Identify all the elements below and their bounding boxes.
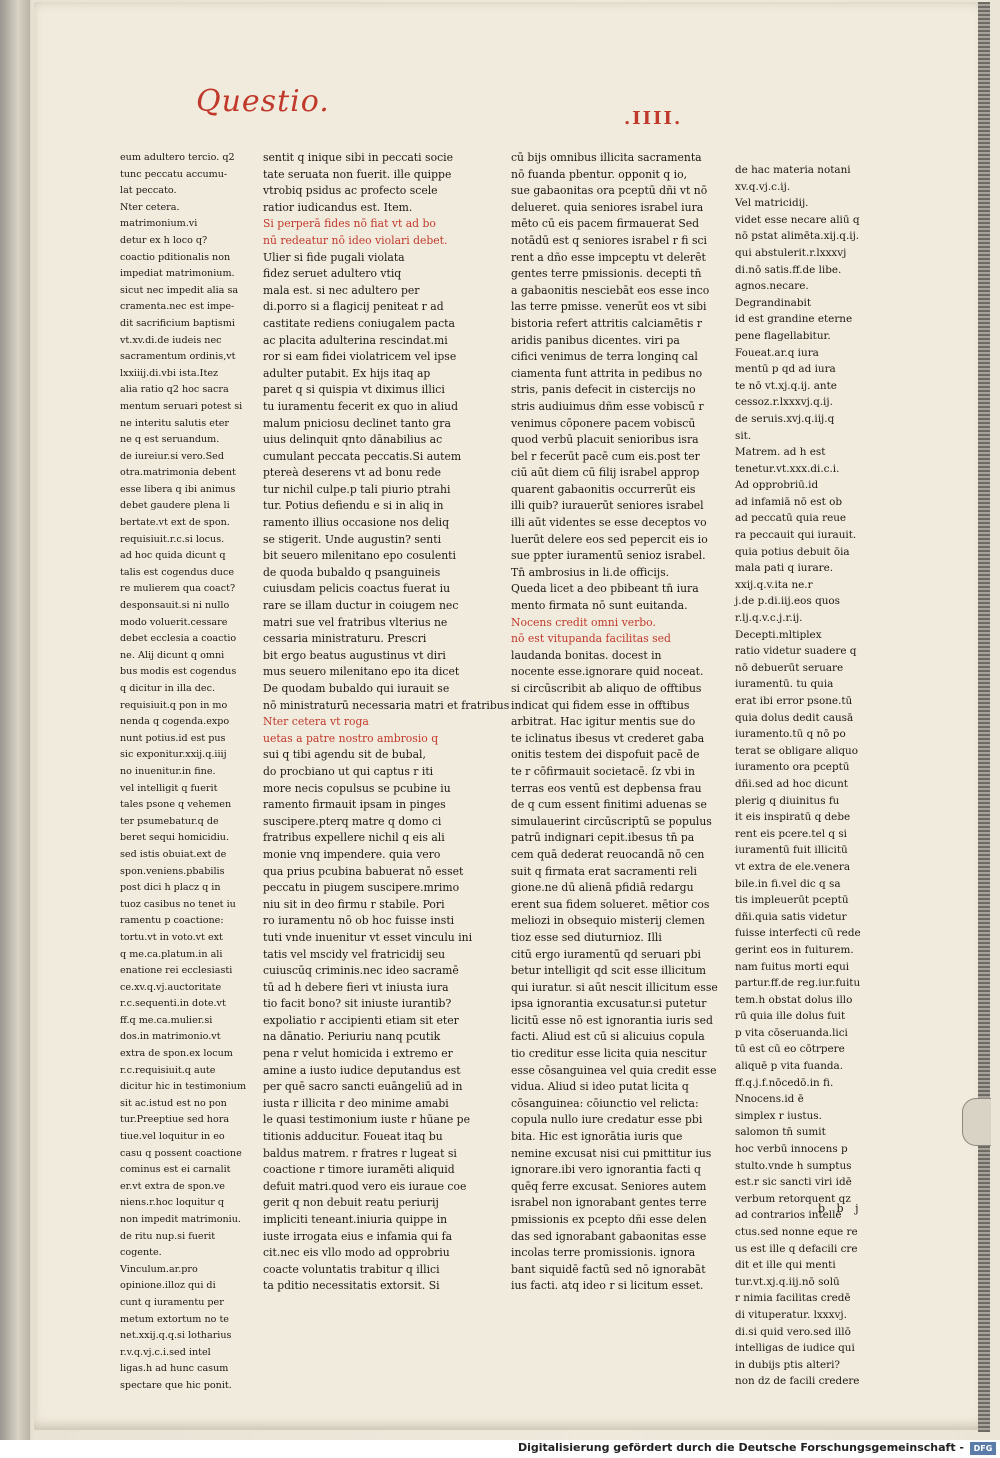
col2-line: cumulant peccata peccatis.Si autem	[263, 449, 462, 463]
col3-line: quod verbū placuit senioribus isra	[511, 433, 699, 447]
col4-line: aliquē p vita fuanda.	[735, 1060, 844, 1073]
col4-line: r nimia facilitas credē	[735, 1292, 851, 1305]
col3-line: simulauerint circūscriptū se populus	[511, 814, 712, 828]
col3-line: te r cōfirmauit societacē. ſz vbi in	[511, 764, 695, 778]
col2-line: bit seuero milenitano epo cosulenti	[263, 549, 456, 563]
col2-line: iuste irrogata eius e infamia qui fa	[263, 1229, 453, 1243]
col3-line: citū ergo iuramentū qd seruari pbi	[511, 947, 701, 961]
col1-line: cominus est ei carnalit	[120, 1164, 231, 1176]
col3-line: delueret. quia seniores israbel iura	[511, 200, 704, 214]
col4-line: stulto.vnde h sumptus	[735, 1159, 852, 1172]
col2-line: mus seuero milenitano epo ita dicet	[263, 665, 460, 679]
col2-line: tuti vnde inuenitur vt esset vinculu ini	[263, 930, 473, 944]
col4-line: di vituperatur. lxxxvj.	[735, 1308, 847, 1321]
col2-line: de quoda bubaldo q psanguineis	[263, 565, 441, 579]
col2-line: cuiuscūq criminis.nec ideo sacramē	[263, 964, 459, 978]
running-head-right: .IIII.	[624, 108, 683, 129]
dfg-logo: DFG	[970, 1442, 996, 1455]
col3-line: luerūt delere eos sed pepercit eis io	[511, 532, 708, 546]
col3-line: sue gabaonitas ora pceptū dñi vt nō	[511, 184, 708, 198]
col1-line: otra.matrimonia debent	[120, 467, 236, 479]
col1-line: ad hoc quida dicunt q	[120, 550, 226, 562]
col4-line: Degrandinabit	[735, 296, 811, 309]
col1-line: net.xxij.q.q.si lotharius	[120, 1330, 232, 1342]
col2-line: amine a iusto iudice deputandus est	[263, 1063, 461, 1077]
col2-line: baldus matrem. r fratres r lugeat si	[263, 1146, 457, 1160]
col2-line: monie vnq impendere. quia vero	[263, 847, 441, 861]
column-1	[120, 150, 248, 1395]
col1-line: tales psone q vehemen	[120, 799, 232, 811]
col2-line: bit ergo beatus augustinus vt diri	[263, 648, 446, 662]
col1-line: sit ac.istud est no pon	[120, 1097, 227, 1109]
col3-line: cifici venimus de terra longinq cal	[511, 350, 698, 364]
col2-line: nō ministraturū necessaria matri et fratribus	[263, 698, 510, 712]
col3-line: rent a dño esse impceptu vt delerēt	[511, 250, 706, 264]
col1-line: spectare que hic ponit.	[120, 1379, 232, 1391]
col3-line: bita. Hic est ignorātia iuris que	[511, 1130, 683, 1144]
col2-line: tū ad h debere fieri vt iniusta iura	[263, 980, 449, 994]
col4-line: Nnocens.id ē	[735, 1093, 804, 1106]
col4-line: videt esse necare aliū q	[735, 213, 860, 226]
col2-line: coactione r timore iuramēti aliquid	[263, 1163, 455, 1177]
col2-line: cuiusdam pelicis coactus fuerat iu	[263, 582, 451, 596]
col4-line: gerint eos in fuiturem.	[735, 943, 854, 956]
col4-line: verbum retorquent qz	[735, 1192, 851, 1205]
col4-line: us est ille q defacili cre	[735, 1242, 858, 1255]
col1-line: er.vt extra de spon.ve	[120, 1180, 225, 1192]
col2-line: tur nichil culpe.p tali piurio ptrahi	[263, 482, 451, 496]
col4-line: nō debuerūt seruare	[735, 661, 844, 674]
col1-line: cogente.	[120, 1247, 162, 1259]
col1-line: ter psumebatur.q de	[120, 815, 219, 827]
col1-line: ce.xv.q.vj.auctoritate	[120, 981, 222, 993]
col2-line: rare se illam ductur in coiugem nec	[263, 599, 459, 613]
col3-line: licitū esse nō est ignorantia iuris sed	[511, 1013, 713, 1027]
col1-line: matrimonium.vi	[120, 218, 198, 230]
footer-bar	[0, 1440, 1000, 1458]
col4-line: est.r sic sancti viri idē	[735, 1176, 852, 1189]
col1-line: ne interitu salutis eter	[120, 417, 230, 429]
col3-line: laudanda bonitas. docest in	[511, 648, 662, 662]
col4-line: ad peccatū quia reue	[735, 512, 847, 525]
col1-line: tuoz casibus no tenet iu	[120, 898, 236, 910]
col3-line: erent sua fidem solueret. mētior cos	[511, 897, 710, 911]
col3-line: israbel non ignorabant gentes terre	[511, 1196, 707, 1210]
col1-line: niens.r.hoc loquitur q	[120, 1197, 225, 1209]
col1-line: alia ratio q2 hoc sacra	[120, 384, 229, 396]
col2-line: fratribus expellere nichil q eis ali	[263, 831, 445, 845]
col1-line: debet ecclesia a coactio	[120, 633, 237, 645]
col1-line: re mulierem qua coact?	[120, 583, 236, 595]
col1-line: nunt potius.id est pus	[120, 732, 226, 744]
footer-credit: Digitalisierung gefördert durch die Deutsche Forschungsgemeinschaft -	[517, 1441, 964, 1454]
col1-line: vt.xv.di.de iudeis nec	[120, 334, 222, 346]
col4-line: quia potius debuit ōia	[735, 545, 850, 558]
col4-line: in dubijs ptis alteri?	[735, 1358, 840, 1371]
col4-line: erat ibi error psone.tū	[735, 695, 853, 707]
col2-line: coacte voluntatis trabitur q illici	[263, 1262, 440, 1276]
col2-line: niu sit in deo firmu r stabile. Pori	[263, 897, 445, 911]
col3-line: nō est vitupanda facilitas sed	[511, 632, 671, 646]
col3-line: qui iuratur. si aūt nescit illicitum esse	[511, 980, 718, 994]
col4-line: de hac materia notani	[735, 164, 851, 176]
col2-line: ratior iudicandus est. Item.	[263, 200, 413, 214]
col3-line: nocente esse.ignorare quid noceat.	[511, 665, 704, 679]
col1-line: debet gaudere plena li	[120, 500, 230, 512]
col4-line: tem.h obstat dolus illo	[735, 993, 853, 1006]
col4-line: iuramentū fuit illicitū	[735, 844, 848, 857]
col2-line: di.porro si a flagicij peniteat r ad	[263, 300, 444, 314]
running-head-left: Questio.	[196, 84, 330, 119]
col2-line: mala est. si nec adultero per	[263, 283, 420, 297]
col3-line: stris audiuimus dñm esse vobiscū r	[511, 399, 704, 413]
col1-line: tunc peccatu accumu-	[120, 168, 228, 180]
col1-line: ramentu p coactione:	[120, 915, 224, 927]
col1-line: lat peccato.	[120, 185, 177, 197]
col4-line: iuramento ora pceptū	[735, 761, 850, 774]
col2-line: fidez seruet adultero vtiq	[263, 267, 402, 281]
col4-line: tis impleuerūt pceptū	[735, 894, 849, 907]
page-stack-edge	[978, 2, 990, 1432]
col1-line: extra de spon.ex locum	[120, 1048, 233, 1060]
col4-line: r.lj.q.v.c.j.r.ij.	[735, 612, 803, 625]
col1-line: requisiuit.r.c.si locus.	[120, 533, 225, 545]
col3-line: sue ppter iuramentū senioz israbel.	[511, 549, 706, 563]
col3-line: cōsanguinea: cōiunctio vel relicta:	[511, 1096, 699, 1110]
col3-line: facti. Aliud est cū si alicuius copula	[511, 1030, 705, 1044]
col4-line: ra peccauit qui iurauit.	[735, 529, 857, 542]
col4-line: ratio videtur suadere q	[735, 645, 857, 658]
col4-line: de seruis.xvj.q.iij.q	[735, 412, 835, 425]
col3-line: ius facti. atq ideo r si licitum esset.	[511, 1279, 704, 1293]
col2-line: nū redeatur nō ideo violari debet.	[263, 233, 448, 247]
col2-line: Nter cetera vt roga	[263, 715, 369, 729]
col1-line: r.c.sequenti.in dote.vt	[120, 998, 226, 1010]
col2-line: more necis copulsus se pcubine iu	[263, 781, 451, 795]
col2-line: se stigerit. Unde augustin? senti	[263, 532, 442, 546]
col4-line: tenetur.vt.xxx.di.c.i.	[735, 462, 840, 475]
col1-line: ne q est seruandum.	[120, 434, 220, 446]
col4-line: nam fuitus morti equi	[735, 960, 850, 973]
col3-line: incolas terre promissionis. ignora	[511, 1246, 696, 1260]
col4-line: plerig q diuinitus fu	[735, 794, 840, 807]
col4-line: mala pati q iurare.	[735, 562, 834, 575]
col1-line: de ritu nup.si fuerit	[120, 1230, 216, 1242]
col1-line: talis est cogendus duce	[120, 566, 235, 578]
col4-line: salomon tn̄ sumit	[735, 1126, 826, 1139]
col1-line: sed istis obuiat.ext de	[120, 848, 227, 860]
col2-line: matri sue vel fratribus vlterius ne	[263, 615, 448, 629]
col4-line: Vel matricidij.	[735, 197, 809, 210]
signature-mark: b b j	[818, 1202, 863, 1215]
col3-line: suit q firmata erat sacramenti reli	[511, 864, 697, 878]
col3-line: nō fuanda pbentur. opponit q io,	[511, 167, 688, 181]
col3-line: venimus cōponere pacem vobiscū	[511, 416, 696, 430]
col2-line: castitate rediens coniugalem pacta	[263, 316, 455, 330]
col4-line: xv.q.vj.c.ij.	[735, 180, 791, 193]
col4-line: dit et ille qui menti	[735, 1259, 836, 1272]
col1-line: opinione.illoz qui di	[120, 1280, 216, 1292]
col4-line: intelligas de iudice qui	[735, 1342, 855, 1355]
col4-line: Matrem. ad h est	[735, 446, 826, 459]
col4-line: fuisse interfecti cū rede	[735, 927, 861, 940]
col3-line: meliozi in obsequio misterij clemen	[511, 914, 705, 928]
col1-line: spon.veniens.pbabilis	[120, 865, 225, 877]
col1-line: mentum seruari potest si	[120, 400, 243, 412]
col4-line: bile.in fi.vel dic q sa	[735, 877, 841, 890]
col2-line: tate seruata non fuerit. ille quippe	[263, 167, 452, 181]
col1-line: r.v.q.vj.c.i.sed intel	[120, 1346, 211, 1358]
col3-line: ignorare.ibi vero ignorantia facti q	[511, 1163, 701, 1177]
col1-line: sic exponitur.xxij.q.iiij	[120, 749, 227, 761]
col2-line: do procbiano ut qui captus r iti	[263, 764, 434, 778]
col2-line: tio facit bono? sit iniuste iurantib?	[263, 997, 452, 1011]
col3-line: de q cum essent finitimi aduenas se	[511, 798, 707, 812]
col1-line: impediat matrimonium.	[120, 268, 235, 280]
col4-line: non dz de facili credere	[735, 1375, 860, 1388]
col4-line: sit.	[735, 429, 752, 442]
col3-line: Tn̄ ambrosius in li.de officijs.	[511, 565, 670, 579]
col1-line: no inuenitur.in fine.	[120, 765, 216, 777]
col1-line: q dicitur in illa dec.	[120, 683, 216, 694]
col3-line: indicat qui fidem esse in offtibus	[511, 698, 690, 712]
col2-line: uius delinquit qnto dānabilius ac	[263, 433, 443, 447]
col4-line: di.nō satis.ff.de libe.	[735, 263, 842, 276]
col2-line: gerit q non debuit reatu periurij	[263, 1196, 439, 1210]
col3-line: vidua. Aliud si ideo putat licita q	[511, 1080, 689, 1094]
col4-line: ad infamiā nō est ob	[735, 495, 842, 508]
col1-line: requisiuit.q pon in mo	[120, 699, 228, 711]
col3-line: gentes terre pmissionis. decepti tn̄	[511, 267, 702, 281]
col4-line: tū est cū eo cōtrpere	[735, 1043, 845, 1056]
col4-line: vt extra de ele.venera	[735, 860, 851, 873]
col4-line: ctus.sed nonne eque re	[735, 1226, 858, 1238]
col4-line: iuramento.tū q nō po	[735, 728, 846, 741]
col4-line: Foueat.ar.q iura	[735, 346, 819, 359]
col2-line: qua prius pcubina babuerat nō esset	[263, 864, 464, 878]
col2-line: le quasi testimonium iuste r hūane pe	[263, 1113, 470, 1127]
col4-line: quia dolus dedit causā	[735, 711, 854, 724]
col1-line: tortu.vt in voto.vt ext	[120, 931, 223, 943]
col1-line: bertate.vt ext de spon.	[120, 517, 230, 529]
col3-line: las terre pmisse. venerūt eos vt sibi	[511, 300, 707, 314]
col1-line: bus modis est cogendus	[120, 666, 237, 678]
col4-line: agnos.necare.	[735, 280, 809, 293]
col1-line: ne. Alij dicunt q omni	[120, 649, 225, 661]
col2-line: ro iuramentu nō ob hoc fuisse insti	[263, 914, 455, 928]
col3-line: betur intelligit qd scit esse illicitum	[511, 964, 707, 978]
col4-line: rū quia ille dolus fuit	[735, 1010, 846, 1023]
col3-line: terras eos ventū est depbensa frau	[511, 781, 702, 795]
col4-line: rent eis pcere.tel q si	[735, 827, 847, 840]
col3-line: illi quib? iurauerūt seniores israbel	[511, 499, 704, 513]
page-tab	[962, 1098, 991, 1146]
col1-line: cramenta.nec est impe-	[120, 301, 235, 313]
col2-line: peccatu in piugem suscipere.mrimo	[263, 881, 460, 895]
col2-line: ta pditio necessitatis extorsit. Si	[263, 1279, 440, 1293]
col1-line: tur.Preeptiue sed hora	[120, 1114, 230, 1126]
col3-line: mento firmata nō sunt euitanda.	[511, 599, 688, 613]
facing-page-edge	[0, 0, 30, 1440]
col3-line: mēto cū eis pacem firmauerat Sed	[511, 217, 700, 231]
col1-line: dicitur hic in testimonium	[120, 1081, 247, 1093]
col1-line: sicut nec impedit alia sa	[120, 284, 239, 296]
col4-line: simplex r iustus.	[735, 1109, 822, 1122]
col2-line: Si perperā fides nō fiat vt ad bo	[263, 217, 436, 231]
col2-line: sui q tibi agendu sit de bubal,	[263, 748, 426, 762]
col4-line: j.de p.di.iij.eos quos	[735, 595, 841, 608]
col2-line: sentit q inique sibi in peccati socie	[263, 151, 453, 164]
col1-line: Nter cetera.	[120, 201, 180, 213]
col4-line: partur.ff.de reg.iur.fuitu	[735, 977, 861, 990]
col4-line: xxij.q.v.ita ne.r	[735, 578, 813, 591]
col1-line: casu q possent coactione	[120, 1147, 242, 1159]
col4-line: hoc verbū innocens p	[735, 1143, 848, 1156]
col2-line: iusta r illicita r deo minime amabi	[263, 1096, 449, 1110]
col2-line: vtrobiq psidus ac profecto scele	[263, 184, 438, 198]
col4-line: it eis inspiratū q debe	[735, 811, 851, 824]
col1-line: modo voluerit.cessare	[120, 616, 228, 628]
col3-line: tioz esse sed diuturnioz. Illi	[511, 930, 662, 944]
col2-line: suscipere.pterq matre q domo ci	[263, 814, 442, 828]
col3-line: tio creditur esse licita quia nescitur	[511, 1047, 707, 1061]
col3-line: gione.ne dū alienā pfidiā redargu	[511, 881, 694, 895]
col1-line: metum extortum no te	[120, 1313, 229, 1325]
col4-line: p vita cōseruanda.lici	[735, 1026, 848, 1039]
col3-line: notādū est q seniores israbel r fi sci	[511, 233, 707, 247]
col1-line: desponsauit.si ni nullo	[120, 600, 230, 612]
col2-line: na dānatio. Periuriu nanq pcutik	[263, 1030, 441, 1044]
col3-line: stris, panis defecit in cistercijs no	[511, 383, 696, 397]
col2-line: ac placita adulterina rescindat.mi	[263, 333, 448, 347]
col2-line: impliciti teneant.iniuria quippe in	[263, 1213, 448, 1226]
col2-line: paret q si quispia vt diximus illici	[263, 383, 445, 397]
col3-line: quēq ferre excusat. Seniores autem	[511, 1179, 707, 1193]
col1-line: ligas.h ad hunc casum	[120, 1363, 229, 1375]
col4-line: terat se obligare aliquo	[735, 744, 859, 757]
col2-line: tu iuramentu fecerit ex quo in aliud	[263, 399, 458, 413]
col1-line: coactio pditionalis non	[120, 251, 231, 263]
col1-line: ff.q me.ca.mulier.si	[120, 1014, 213, 1026]
col1-line: nenda q cogenda.expo	[120, 716, 230, 728]
col1-line: enatione rei ecclesiasti	[120, 965, 233, 977]
col1-line: lxxiiij.di.vbi ista.Itez	[120, 367, 219, 379]
col2-line: ror si eam fidei violatricem vel ipse	[263, 350, 457, 364]
col3-line: Nocens credit omni verbo.	[511, 615, 656, 629]
col3-line: illi aūt videntes se esse deceptos vo	[511, 516, 707, 530]
col4-line: dñi.sed ad hoc dicunt	[735, 777, 848, 790]
col1-line: post dici h placz q in	[120, 882, 221, 894]
col3-line: onitis testem dei dispofuit pacē de	[511, 748, 700, 762]
col1-line: eum adultero tercio. q2	[120, 152, 235, 163]
col2-line: cessaria ministraturu. Prescri	[263, 632, 427, 646]
column-2	[263, 150, 510, 1295]
col3-line: te iclinatus ibesus vt crederet gaba	[511, 731, 705, 745]
col4-line: ff.q.j.f.nōcedō.in fi.	[735, 1076, 834, 1089]
col3-line: esse cōsanguinea vel quia credit esse	[511, 1063, 717, 1077]
col4-line: Ad opprobriū.id	[735, 479, 819, 492]
col4-line: Decepti.mltiplex	[735, 628, 822, 641]
col1-line: de iureiur.si vero.Sed	[120, 450, 224, 462]
col3-line: aridis panibus dicentes. viri pa	[511, 333, 680, 347]
col3-line: nemine excusat nisi cui pmittitur ius	[511, 1146, 712, 1160]
col2-line: ptereà deserens vt ad bonu rede	[263, 466, 442, 480]
col3-line: ciamenta funt attrita in pedibus no	[511, 366, 703, 380]
col3-line: copula nullo iure credatur esse pbi	[511, 1113, 703, 1127]
col3-line: arbitrat. Hac igitur mentis sue do	[511, 715, 696, 729]
col1-line: vel intelligit q fuerit	[120, 782, 218, 794]
col2-line: cit.nec eis vllo modo ad opprobriu	[263, 1246, 450, 1260]
col2-line: ramento illius occasione nos deliq	[263, 516, 450, 530]
col2-line: defuit matri.quod vero eis iuraue coe	[263, 1179, 467, 1193]
col3-line: bel r fecerūt pacē cum eis.post ter	[511, 449, 700, 463]
col2-line: tur. Potius defiendu e si in aliq in	[263, 499, 444, 513]
col2-line: expoliatio r accipienti etiam sit eter	[263, 1013, 459, 1027]
col4-line: te nō vt.xj.q.ij. ante	[735, 379, 837, 392]
col4-line: qui abstulerit.r.lxxxvj	[735, 246, 847, 259]
col4-line: dñi.quia satis videtur	[735, 910, 847, 923]
col3-line: si circūscribit ab aliquo de offtibus	[511, 682, 702, 695]
col2-line: tatis vel mscidy vel fratricidij seu	[263, 947, 446, 961]
col4-line: id est grandine eterne	[735, 313, 853, 326]
col2-line: pena r velut homicida i extremo er	[263, 1047, 453, 1061]
col4-line: nō pstat alimēta.xij.q.ij.	[735, 230, 860, 243]
col1-line: tiue.vel loquitur in eo	[120, 1131, 225, 1143]
col2-line: titionis adducitur. Foueat itaq bu	[263, 1130, 443, 1144]
col3-line: quarent gabaonitis occurrerūt eis	[511, 482, 696, 496]
col2-line: per quē sacro sancti euāngeliū ad in	[263, 1080, 463, 1094]
col1-line: dit sacrificium baptismi	[120, 317, 235, 329]
col2-line: malum pniciosu declinet tanto gra	[263, 416, 451, 430]
col4-line: di.si quid vero.sed illō	[735, 1325, 851, 1338]
col1-line: q me.ca.platum.in ali	[120, 948, 223, 960]
col3-line: bant siquidē factū sed nō ignorabāt	[511, 1262, 706, 1276]
col3-line: Queda licet a deo pbibeant tn̄ iura	[511, 582, 699, 596]
col3-line: ciū aūt diem cū filij israbel approp	[511, 466, 700, 480]
col3-line: patrū indignari cepit.ibesus tn̄ pa	[511, 831, 695, 845]
col1-line: beret sequi homicidiu.	[120, 832, 230, 844]
col3-line: bistoria refert attritis calciamētis r	[511, 316, 703, 330]
col2-line: ramento firmauit ipsam in pinges	[263, 798, 446, 812]
column-3	[511, 150, 721, 1295]
col3-line: cem quā dederat reuocandā nō cen	[511, 847, 705, 861]
col2-line: adulter putabit. Ex hijs itaq ap	[263, 366, 431, 380]
col1-line: Vinculum.ar.pro	[120, 1263, 198, 1275]
col3-line: ipsa ignorantia excusatur.si putetur	[511, 997, 707, 1011]
col4-line: iuramentū. tu quia	[735, 678, 834, 691]
col2-line: De quodam bubaldo qui iurauit se	[263, 682, 450, 695]
col4-line: pene flagellabitur.	[735, 329, 831, 342]
col1-line: non impedit matrimoniu.	[120, 1214, 241, 1225]
col1-line: cunt q iuramentu per	[120, 1296, 224, 1308]
col1-line: dos.in matrimonio.vt	[120, 1031, 221, 1043]
col3-line: cū bijs omnibus illicita sacramenta	[511, 151, 702, 164]
col4-line: mentū p qd ad iura	[735, 363, 836, 376]
col4-line: ad contrarios intelle	[735, 1209, 842, 1222]
col1-line: r.c.requisiuit.q aute	[120, 1064, 216, 1076]
col1-line: esse libera q ibi animus	[120, 483, 236, 495]
col1-line: sacramentum ordinis,vt	[120, 351, 236, 363]
col3-line: das sed ignorabant gabaonitas esse	[511, 1229, 707, 1243]
col3-line: a gabaonitis nesciebāt eos esse inco	[511, 283, 710, 297]
col4-line: cessoz.r.lxxxvj.q.ij.	[735, 396, 833, 409]
col2-line: Ulier si fide pugali violata	[263, 250, 405, 264]
col4-line: tur.vt.xj.q.iij.nō solū	[735, 1275, 840, 1288]
col3-line: pmissionis ex pcepto dñi esse delen	[511, 1213, 707, 1226]
col1-line: detur ex h loco q?	[120, 234, 208, 246]
col2-line: uetas a patre nostro ambrosio q	[263, 731, 439, 745]
